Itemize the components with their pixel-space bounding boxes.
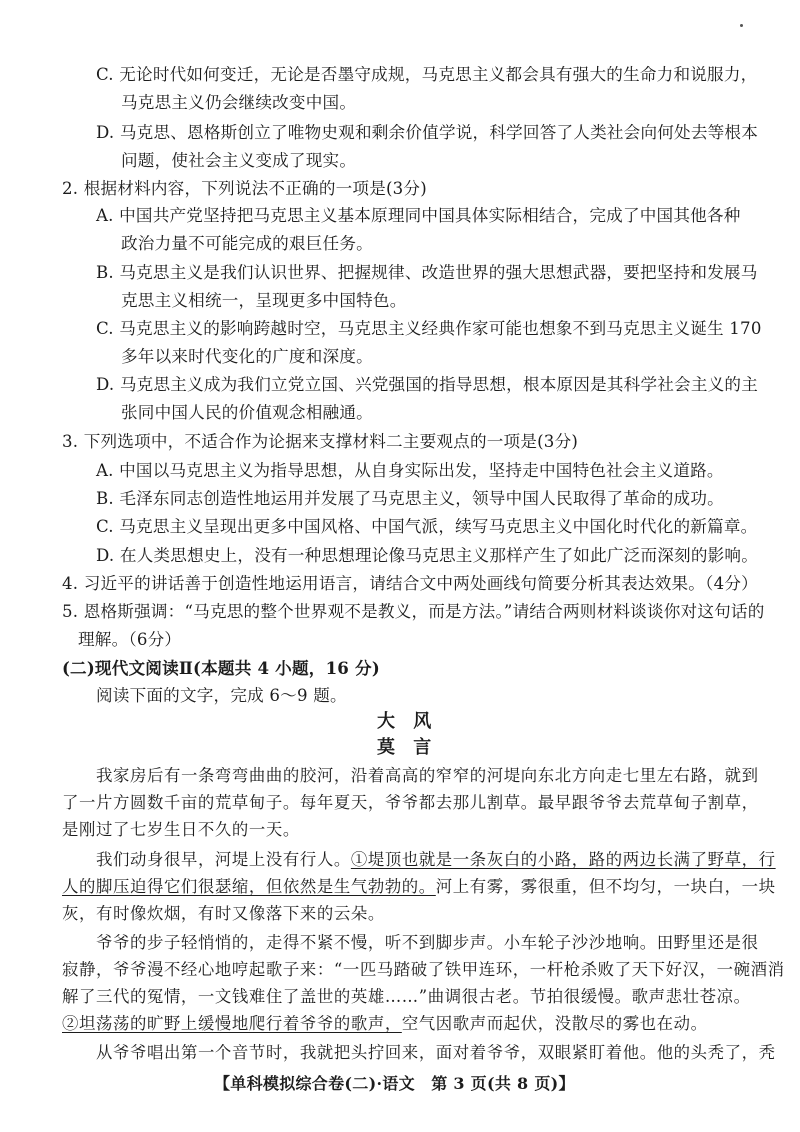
section2-heading: (二)现代文阅读Ⅱ(本题共 4 小题，16 分): [62, 658, 380, 678]
scan-speck: [740, 24, 743, 27]
q2-option-a-line2: 政治力量不可能完成的艰巨任务。: [121, 234, 373, 253]
story-p2-text: 我们动身很早，河堤上没有行人。: [96, 850, 351, 869]
q1-option-d-line1: D. 马克思、恩格斯创立了唯物史观和剩余价值学说，科学回答了人类社会向何处去等根本: [96, 123, 759, 142]
story-p2-line2: [62, 876, 776, 898]
q3-option-d: D. 在人类思想史上，没有一种思想理论像马克思主义那样产生了如此广泛而深刻的影响。: [96, 546, 759, 565]
q2-stem: 2. 根据材料内容，下列说法不正确的一项是(3分): [62, 179, 427, 198]
story-p2-line3: 灰，有时像炊烟，有时又像落下来的云朵。: [62, 904, 385, 923]
story-author: 莫 言: [377, 737, 438, 758]
q3-option-a: A. 中国以马克思主义为指导思想，从自身实际出发，坚持走中国特色社会主义道路。: [96, 461, 724, 480]
story-p1-line1: 我家房后有一条弯弯曲曲的胶河，沿着高高的窄窄的河堤向东北方向走七里左右路，就到: [96, 766, 759, 785]
q2-option-d-line1: D. 马克思主义成为我们立党立国、兴党强国的指导思想，根本原因是其科学社会主义的主: [96, 375, 759, 394]
q2-option-c-line2: 多年以来时代变化的广度和深度。: [121, 347, 373, 366]
q3-option-c: C. 马克思主义呈现出更多中国风格、中国气派，续写马克思主义中国化时代化的新篇章。: [96, 517, 758, 536]
story-title: 大 风: [377, 711, 438, 732]
q1-option-c-line1: C. 无论时代如何变迁，无论是否墨守成规，马克思主义都会具有强大的生命力和说服力，: [96, 65, 758, 84]
story-p3-line4: [62, 1013, 708, 1035]
story-p3-text4: 空气因歌声而起伏，没散尽的雾也在动。: [401, 1014, 708, 1033]
q5-stem-line2: 理解。（6分）: [78, 630, 182, 649]
story-p3-line2: 寂静，爷爷漫不经心地哼起歌子来：“一匹马踏破了铁甲连环，一杆枪杀败了天下好汉，一碗酒消: [62, 960, 785, 979]
story-p3-line3: 解了三代的冤情，一文钱难住了盖世的英雄……”曲调很古老。节拍很缓慢。歌声悲壮苍凉。: [62, 987, 751, 1006]
underlined-sentence-2: ②坦荡荡的旷野上缓慢地爬行着爷爷的歌声，: [62, 1014, 402, 1033]
q2-option-a-line1: A. 中国共产党坚持把马克思主义基本原理同中国具体实际相结合，完成了中国其他各种: [96, 206, 741, 225]
story-p3-line1: 爷爷的步子轻悄悄的，走得不紧不慢，听不到脚步声。小车轮子沙沙地响。田野里还是很: [96, 933, 759, 952]
section2-instruction: 阅读下面的文字，完成 6～9 题。: [96, 686, 347, 705]
q3-option-b: B. 毛泽东同志创造性地运用并发展了马克思主义，领导中国人民取得了革命的成功。: [96, 489, 724, 508]
underlined-sentence-1-part2: 人的脚压迫得它们很瑟缩，但依然是生气勃勃的。: [62, 877, 436, 896]
q2-option-b-line2: 克思主义相统一，呈现更多中国特色。: [121, 291, 407, 310]
story-p1-line2: 了一片方圆数千亩的荒草甸子。每年夏天，爷爷都去那儿割草。最早跟爷爷去荒草甸子割草，: [62, 793, 759, 812]
story-p4-line1: 从爷爷唱出第一个音节时，我就把头拧回来，面对着爷爷，双眼紧盯着他。他的头秃了，秃: [96, 1043, 776, 1062]
story-p2-line1: [96, 849, 776, 871]
q1-option-d-line2: 问题，使社会主义变成了现实。: [121, 151, 357, 170]
q2-option-c-line1: C. 马克思主义的影响跨越时空，马克思主义经典作家可能也想象不到马克思主义诞生 170: [96, 319, 762, 338]
q4-stem: 4. 习近平的讲话善于创造性地运用语言，请结合文中两处画线句简要分析其表达效果。（4分）: [62, 574, 758, 593]
q5-stem-line1: 5. 恩格斯强调：“马克思的整个世界观不是教义，而是方法。”请结合两则材料谈谈你对这句话的: [62, 602, 765, 621]
page-footer: 【单科模拟综合卷(二)·语文 第 3 页(共 8 页)】: [214, 1074, 575, 1093]
q1-option-c-line2: 马克思主义仍会继续改变中国。: [121, 93, 357, 112]
story-p2-text2: 河上有雾，雾很重，但不均匀，一块白，一块: [435, 877, 776, 896]
story-p1-line3: 是刚过了七岁生日不久的一天。: [62, 820, 300, 839]
q2-option-d-line2: 张同中国人民的价值观念相融通。: [121, 403, 373, 422]
q3-stem: 3. 下列选项中，不适合作为论据来支撑材料二主要观点的一项是(3分): [62, 432, 579, 451]
q2-option-b-line1: B. 马克思主义是我们认识世界、把握规律、改造世界的强大思想武器，要把坚持和发展马: [96, 263, 758, 282]
underlined-sentence-1-part1: ①堤顶也就是一条灰白的小路，路的两边长满了野草，行: [350, 850, 776, 869]
